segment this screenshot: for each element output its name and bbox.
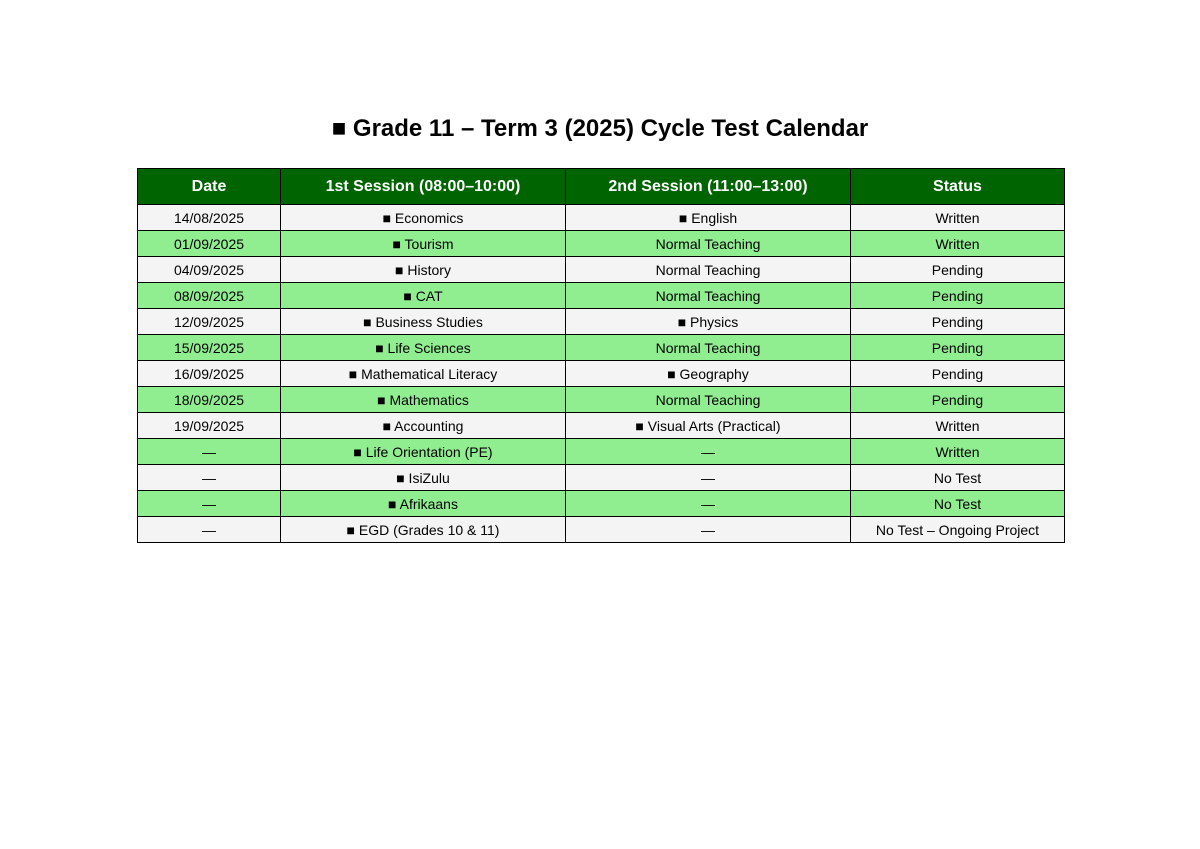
date-cell: 08/09/2025 (138, 283, 281, 309)
date-cell: 19/09/2025 (138, 413, 281, 439)
table-row (138, 257, 1065, 283)
header-row (138, 169, 1065, 205)
table-row (138, 517, 1065, 543)
cycle-test-calendar-table (137, 168, 1065, 543)
date-cell: — (138, 465, 281, 491)
status-cell: No Test – Ongoing Project (851, 517, 1065, 543)
date-cell: — (138, 439, 281, 465)
session2-cell: ■ Physics (566, 309, 851, 335)
table-row (138, 491, 1065, 517)
header-session2: 2nd Session (11:00–13:00) (566, 169, 851, 205)
table-header (138, 169, 1065, 205)
session2-cell: ■ Geography (566, 361, 851, 387)
session1-cell: ■ IsiZulu (281, 465, 566, 491)
date-cell: — (138, 491, 281, 517)
session1-cell: ■ Accounting (281, 413, 566, 439)
table-body (138, 205, 1065, 543)
header-session1: 1st Session (08:00–10:00) (281, 169, 566, 205)
session1-cell: ■ EGD (Grades 10 & 11) (281, 517, 566, 543)
date-cell: 14/08/2025 (138, 205, 281, 231)
session2-cell: ■ English (566, 205, 851, 231)
table-row (138, 335, 1065, 361)
session2-cell: Normal Teaching (566, 283, 851, 309)
session2-cell: — (566, 517, 851, 543)
status-cell: Pending (851, 257, 1065, 283)
session2-cell: Normal Teaching (566, 257, 851, 283)
session1-cell: ■ Economics (281, 205, 566, 231)
session1-cell: ■ Life Orientation (PE) (281, 439, 566, 465)
session2-cell: — (566, 465, 851, 491)
table-row (138, 439, 1065, 465)
session1-cell: ■ Life Sciences (281, 335, 566, 361)
status-cell: Written (851, 413, 1065, 439)
status-cell: No Test (851, 465, 1065, 491)
date-cell: 15/09/2025 (138, 335, 281, 361)
date-cell: 04/09/2025 (138, 257, 281, 283)
session1-cell: ■ Tourism (281, 231, 566, 257)
session2-cell: — (566, 439, 851, 465)
session1-cell: ■ CAT (281, 283, 566, 309)
session2-cell: Normal Teaching (566, 387, 851, 413)
date-cell: 16/09/2025 (138, 361, 281, 387)
status-cell: Pending (851, 283, 1065, 309)
status-cell: Pending (851, 335, 1065, 361)
date-cell: — (138, 517, 281, 543)
status-cell: No Test (851, 491, 1065, 517)
status-cell: Pending (851, 361, 1065, 387)
table-row (138, 205, 1065, 231)
session1-cell: ■ History (281, 257, 566, 283)
table-row (138, 465, 1065, 491)
table-row (138, 309, 1065, 335)
date-cell: 01/09/2025 (138, 231, 281, 257)
table-row (138, 413, 1065, 439)
header-status: Status (851, 169, 1065, 205)
header-date: Date (138, 169, 281, 205)
session2-cell: Normal Teaching (566, 335, 851, 361)
status-cell: Pending (851, 387, 1065, 413)
status-cell: Pending (851, 309, 1065, 335)
session1-cell: ■ Mathematical Literacy (281, 361, 566, 387)
session1-cell: ■ Business Studies (281, 309, 566, 335)
session2-cell: ■ Visual Arts (Practical) (566, 413, 851, 439)
table-row (138, 283, 1065, 309)
session1-cell: ■ Mathematics (281, 387, 566, 413)
date-cell: 12/09/2025 (138, 309, 281, 335)
status-cell: Written (851, 205, 1065, 231)
session2-cell: — (566, 491, 851, 517)
status-cell: Written (851, 231, 1065, 257)
page-title: ■ Grade 11 – Term 3 (2025) Cycle Test Calendar (331, 115, 869, 142)
table-row (138, 387, 1065, 413)
session2-cell: Normal Teaching (566, 231, 851, 257)
table-row (138, 361, 1065, 387)
date-cell: 18/09/2025 (138, 387, 281, 413)
session1-cell: ■ Afrikaans (281, 491, 566, 517)
table-row (138, 231, 1065, 257)
status-cell: Written (851, 439, 1065, 465)
